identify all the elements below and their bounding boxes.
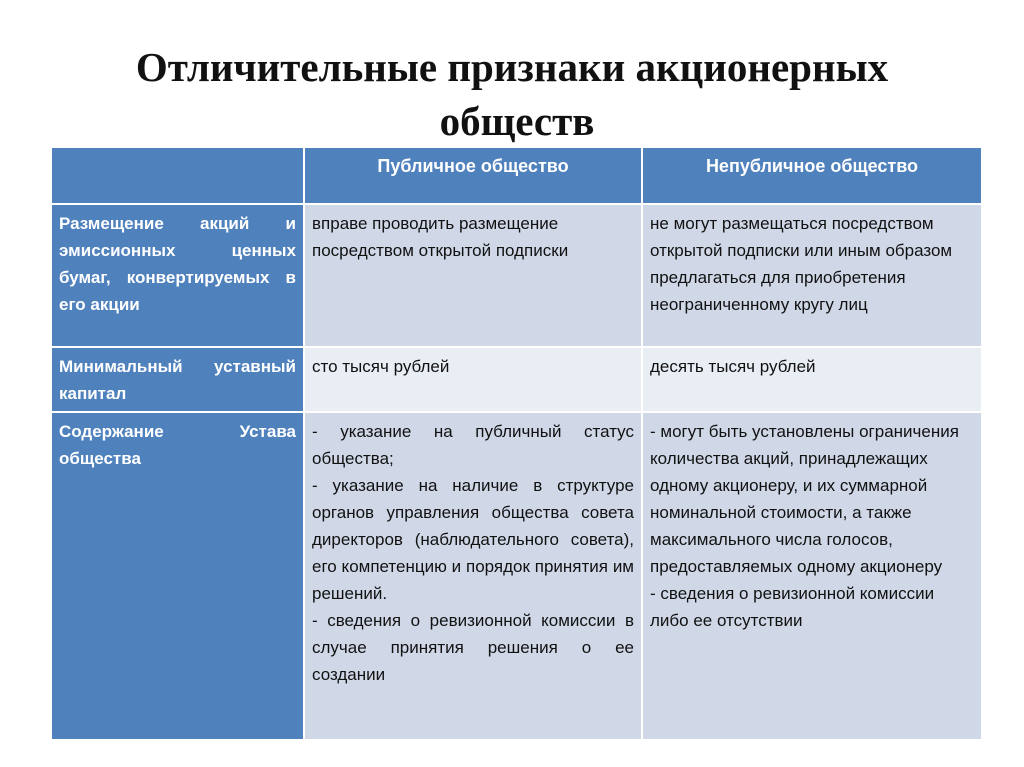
header-nonpublic-company: Непубличное общество	[642, 147, 982, 204]
row-nonpublic-value: десять тысяч рублей	[642, 347, 982, 412]
row-nonpublic-value: не могут размещаться посредством открытой подписки или иным образом предлагаться для приобретения неограниченному кругу лиц	[642, 204, 982, 347]
row-feature-label: Минимальный уставный капитал	[51, 347, 304, 412]
comparison-table	[50, 146, 983, 741]
header-public-company: Публичное общество	[304, 147, 642, 204]
table-row	[51, 412, 982, 740]
row-public-value: - указание на публичный статус общества; - указание на наличие в структуре органов управления общества совета директоров (наблюдательного совета), его компетенцию и порядок принятия им решений. - сведения о ревизионной комиссии в случае принятия решения о ее создании	[304, 412, 642, 740]
slide-title-line-2: обществ	[439, 98, 595, 144]
row-feature-label: Размещение акций и эмиссионных ценных бумаг, конвертируемых в его акции	[51, 204, 304, 347]
row-public-value: вправе проводить размещение посредством открытой подписки	[304, 204, 642, 347]
table-row	[51, 347, 982, 412]
row-public-value: сто тысяч рублей	[304, 347, 642, 412]
table-header-row	[51, 147, 982, 204]
slide-title-line-1: Отличительные признаки акционерных	[135, 44, 889, 90]
row-nonpublic-value: - могут быть установлены ограничения количества акций, принадлежащих одному акционеру, и их суммарной номинальной стоимости, а также максимального числа голосов, предоставляемых одному акционеру - сведения о ревизионной комиссии либо ее отсутствии	[642, 412, 982, 740]
table-row	[51, 204, 982, 347]
slide-title	[60, 40, 964, 148]
row-feature-label: Содержание Устава общества	[51, 412, 304, 740]
header-cell-empty	[51, 147, 304, 204]
